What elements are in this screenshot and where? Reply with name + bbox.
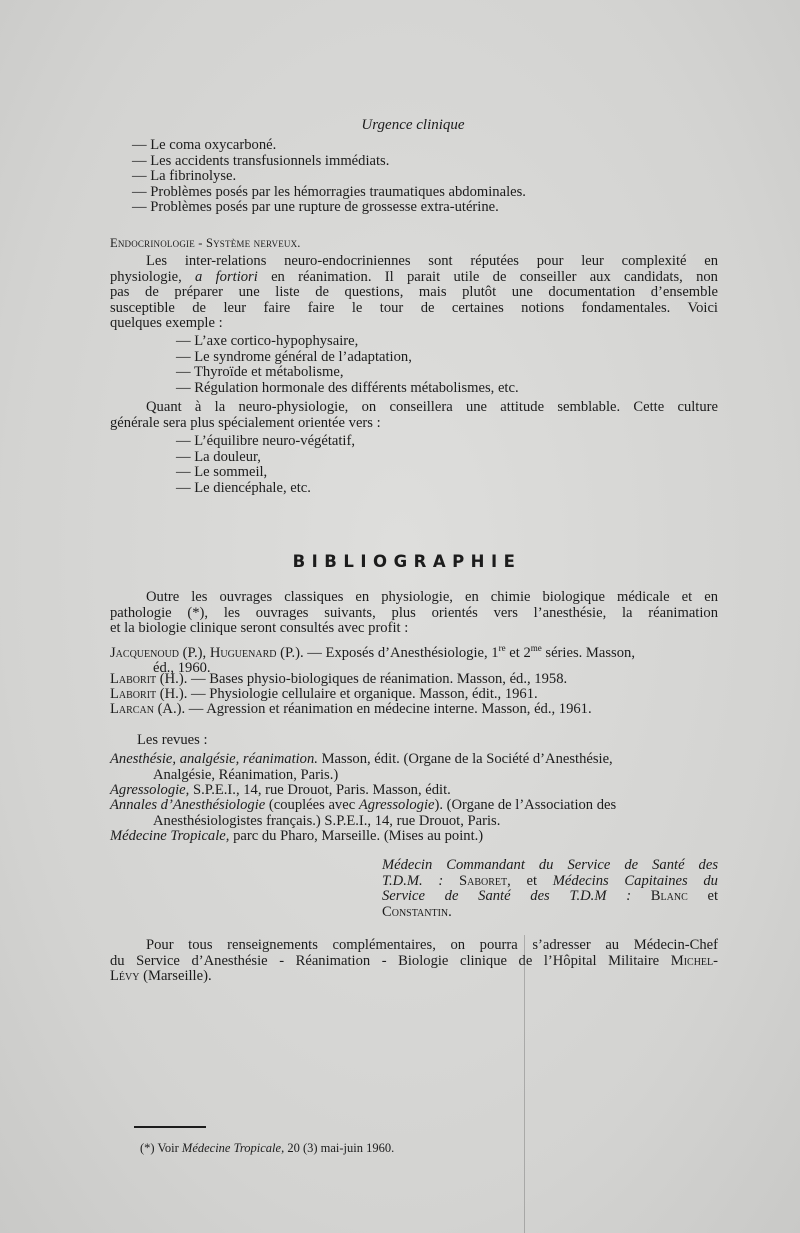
paragraph-line — [110, 270, 718, 286]
revue-continuation: Analgésie, Réanimation, Paris.) — [153, 766, 339, 783]
italic-span: T.D.M. : — [382, 872, 444, 889]
signature-line — [382, 889, 718, 905]
ref-author: Jacquenoud (P.), Huguenard (P.). — [110, 644, 304, 661]
name-span: Blanc — [650, 888, 688, 904]
revues-label: Les revues : — [137, 732, 208, 748]
endocrino-paragraph — [110, 254, 718, 332]
paragraph-line: générale sera plus spécialement orientée vers : — [110, 415, 381, 431]
list-item: — Le coma oxycarboné. — [132, 137, 277, 153]
name-span: Saboret, — [459, 872, 511, 889]
revue-entry — [110, 829, 718, 845]
superscript: re — [498, 643, 506, 653]
list-item: — Problèmes posés par une rupture de grossesse extra-utérine. — [132, 199, 499, 215]
revue-title: Agressologie, — [110, 782, 190, 798]
revue-continuation: Anesthésiologistes français.) S.P.E.I., 14, rue Drouot, Paris. — [153, 812, 501, 829]
list-item: — L’axe cortico-hypophysaire, — [176, 333, 359, 349]
section-label-endocrinologie: Endocrinologie - Système nerveux. — [110, 236, 301, 250]
paragraph-line: quelques exemple : — [110, 316, 223, 331]
revue-entry — [110, 752, 718, 783]
closing-paragraph — [110, 938, 718, 985]
ref-text: — Bases physio-biologiques de réanimation. Masson, éd., 1958. — [187, 671, 568, 687]
footnote-prefix: (*) Voir — [140, 1141, 182, 1155]
page-fold-line — [524, 935, 525, 1233]
neuro-list — [176, 434, 355, 496]
text-span: du Service d’Anesthésie - Réanimation - Biologie clinique de l’Hôpital Militaire — [110, 953, 660, 969]
list-item: — Problèmes posés par les hémorragies traumatiques abdominales. — [132, 183, 526, 200]
bibliographie-title: BIBLIOGRAPHIE — [292, 552, 522, 571]
ref-author: Laborit (H.). — [110, 686, 188, 702]
revue-text: Masson, édit. (Organe de la Société d’Anesthésie, — [317, 751, 613, 767]
revue-title: Anesthésie, analgésie, réanimation. — [110, 751, 318, 767]
revue-entry — [110, 798, 718, 829]
list-item: — La douleur, — [176, 448, 261, 465]
paragraph-line: Quant à la neuro-physiologie, on conseillera une attitude semblable. Cette culture — [146, 400, 718, 415]
italic-span: Service de Santé des T.D.M : — [382, 888, 632, 904]
signature-block — [382, 858, 718, 920]
signature-line — [382, 905, 718, 921]
revue-text: ). (Organe de l’Association des — [434, 797, 617, 813]
list-item: — Le diencéphale, etc. — [176, 479, 311, 496]
paragraph-line: Pour tous renseignements complémentaires, on pourra s’adresser au Médecin-Chef — [146, 938, 718, 953]
name-span: Lévy — [110, 969, 140, 984]
paragraph-line: pas de préparer une liste de questions, mais plutôt une documentation d’ensemble — [110, 285, 718, 300]
paragraph-line: et la biologie clinique seront consultés avec profit : — [110, 621, 409, 636]
urgence-list — [132, 138, 526, 216]
name-span: Constantin. — [382, 903, 452, 920]
paragraph-line: pathologie (*), les ouvrages suivants, plus orientés vers l’anesthésie, la réanimation — [110, 605, 718, 621]
list-item: — Le sommeil, — [176, 464, 268, 480]
ref-author: Larcan (A.). — [110, 701, 186, 717]
text-span: et — [510, 872, 553, 889]
italic-span: Médecins Capitaines du — [552, 872, 718, 889]
footnote-rule — [134, 1126, 206, 1128]
bibliography-entry — [110, 702, 718, 718]
list-item: — Thyroïde et métabolisme, — [176, 364, 344, 380]
list-item: — L’équilibre neuro-végétatif, — [176, 433, 355, 449]
paragraph-line: Outre les ouvrages classiques en physiologie, en chimie biologique médicale et en — [146, 590, 718, 605]
ref-text: — Exposés d’Anesthésiologie, 1 — [303, 644, 499, 661]
text-span: et — [687, 888, 718, 904]
ref-text: séries. Masson, — [541, 644, 635, 661]
bibliographie-intro — [110, 590, 718, 637]
footnote-rest: 20 (3) mai-juin 1960. — [284, 1141, 395, 1155]
revue-title: Médecine Tropicale, — [110, 828, 230, 844]
signature-line — [382, 874, 718, 890]
ref-author: Laborit (H.). — [110, 671, 188, 687]
revue-title: Annales d’Anesthésiologie — [110, 797, 266, 813]
italic-span: a fortiori — [195, 269, 258, 285]
ref-text: et 2 — [505, 644, 531, 661]
list-item: — Les accidents transfusionnels immédiats. — [132, 152, 390, 169]
endocrino-examples-list — [176, 334, 519, 396]
revue-title: Agressologie — [358, 797, 435, 813]
running-header: Urgence clinique — [361, 117, 465, 133]
paragraph-line: Les inter-relations neuro-endocriniennes sont réputées pour leur complexité en — [146, 254, 718, 269]
text-span: en réanimation. Il parait utile de conseiller aux candidats, non — [271, 269, 718, 285]
paragraph-line: susceptible de leur faire faire le tour de certaines notions fondamentales. Voici — [110, 300, 718, 316]
footnote-journal: Médecine Tropicale, — [181, 1141, 285, 1155]
footnote — [140, 1141, 394, 1156]
text-span: physiologie, — [110, 269, 182, 285]
revue-text: parc du Pharo, Marseille. (Mises au point.) — [229, 828, 484, 844]
signature-line: Médecin Commandant du Service de Santé des — [382, 857, 718, 873]
paragraph-line — [110, 954, 718, 970]
superscript: me — [530, 643, 542, 653]
ref-text: — Physiologie cellulaire et organique. Masson, édit., 1961. — [187, 686, 538, 702]
paragraph-line — [110, 969, 718, 985]
neuro-paragraph — [110, 400, 718, 431]
name-span: Michel- — [670, 953, 718, 969]
list-item: — Régulation hormonale des différents métabolismes, etc. — [176, 379, 519, 396]
ref-continuation: éd., 1960. — [153, 660, 211, 677]
revue-text: (couplées avec — [265, 797, 359, 813]
text-span: (Marseille). — [139, 969, 212, 984]
ref-text: — Agression et réanimation en médecine interne. Masson, éd., 1961. — [185, 701, 592, 717]
revue-text: S.P.E.I., 14, rue Drouot, Paris. Masson, édit. — [189, 782, 451, 798]
list-item: — La fibrinolyse. — [132, 168, 237, 184]
list-item: — Le syndrome général de l’adaptation, — [176, 348, 412, 365]
